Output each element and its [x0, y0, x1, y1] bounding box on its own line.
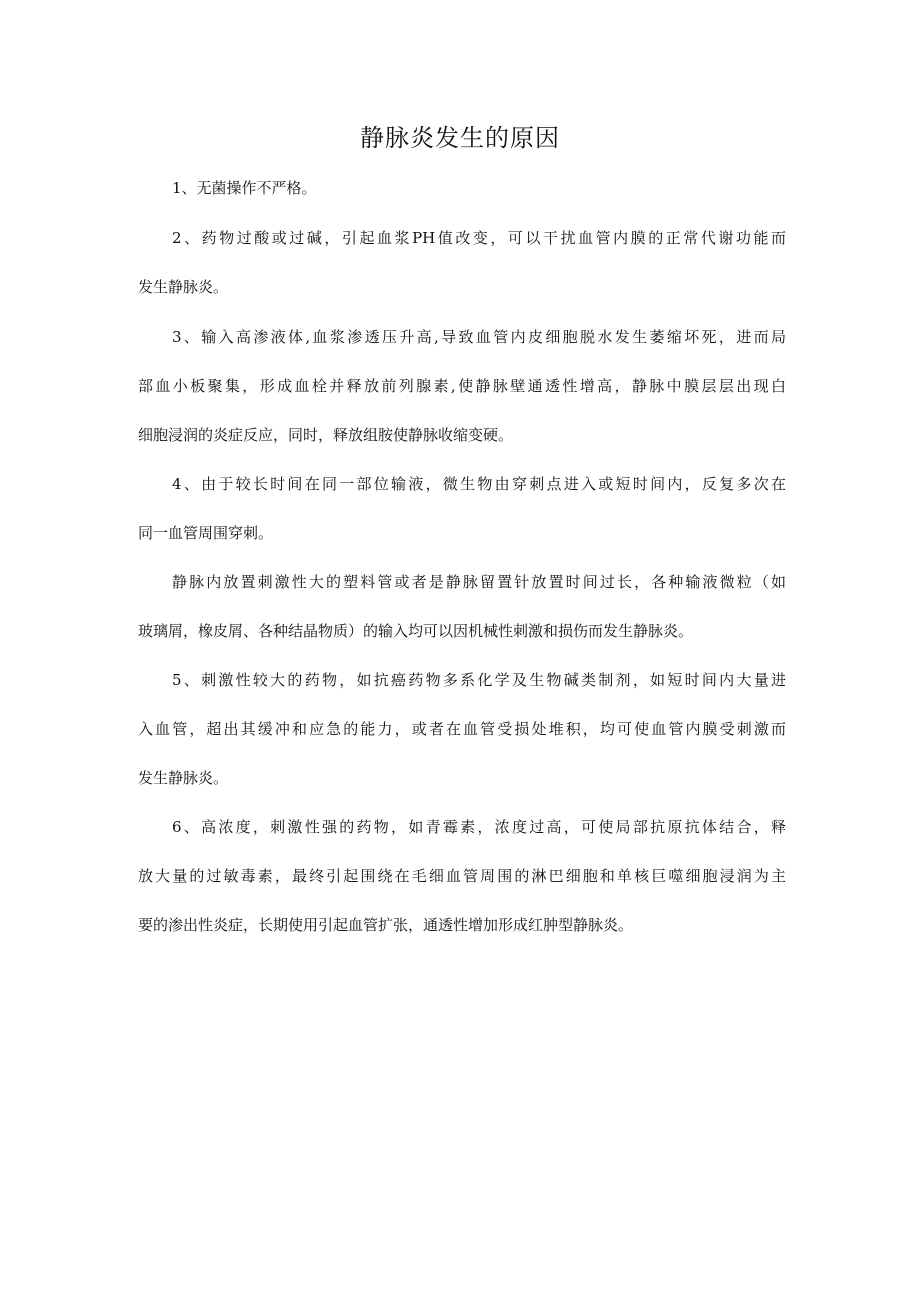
paragraph-6-line-2: 入血管，超出其缓冲和应急的能力，或者在血管受损处堆积，均可使血管内膜受刺激而: [138, 720, 786, 738]
paragraph-3-line-2: 部血小板聚集，形成血栓并释放前列腺素,使静脉壁通透性增高，静脉中膜层层出现白: [138, 377, 786, 395]
paragraph-7-line-2: 放大量的过敏毒素，最终引起围绕在毛细血管周围的淋巴细胞和单核巨噬细胞浸润为主: [138, 867, 786, 885]
paragraph-1-line-1: 1、无菌操作不严格。: [172, 179, 317, 197]
paragraph-6-line-1: 5、刺激性较大的药物，如抗癌药物多系化学及生物碱类制剂，如短时间内大量进: [172, 671, 786, 689]
paragraph-7-line-3: 要的渗出性炎症，长期使用引起血管扩张，通透性增加形成红肿型静脉炎。: [138, 916, 634, 934]
paragraph-5-line-2: 玻璃屑，橡皮屑、各种结晶物质）的输入均可以因机械性刺激和损伤而发生静脉炎。: [138, 622, 694, 640]
paragraph-5-line-1: 静脉内放置刺激性大的塑料管或者是静脉留置针放置时间过长，各种输液微粒（如: [172, 573, 786, 591]
paragraph-3-line-1: 3、输入高渗液体,血浆渗透压升高,导致血管内皮细胞脱水发生萎缩坏死，进而局: [172, 328, 786, 346]
paragraph-2-line-2: 发生静脉炎。: [138, 278, 229, 296]
document-title: 静脉炎发生的原因: [360, 124, 560, 152]
paragraph-7-line-1: 6、高浓度，刺激性强的药物，如青霉素，浓度过高，可使局部抗原抗体结合，释: [172, 818, 786, 836]
paragraph-4-line-2: 同一血管周围穿刺。: [138, 524, 274, 542]
paragraph-3-line-3: 细胞浸润的炎症反应，同时，释放组胺使静脉收缩变硬。: [138, 426, 514, 444]
paragraph-2-line-1: 2、药物过酸或过碱，引起血浆PH值改变，可以干扰血管内膜的正常代谢功能而: [172, 229, 786, 247]
paragraph-4-line-1: 4、由于较长时间在同一部位输液，微生物由穿刺点进入或短时间内，反复多次在: [172, 475, 786, 493]
paragraph-6-line-3: 发生静脉炎。: [138, 769, 229, 787]
